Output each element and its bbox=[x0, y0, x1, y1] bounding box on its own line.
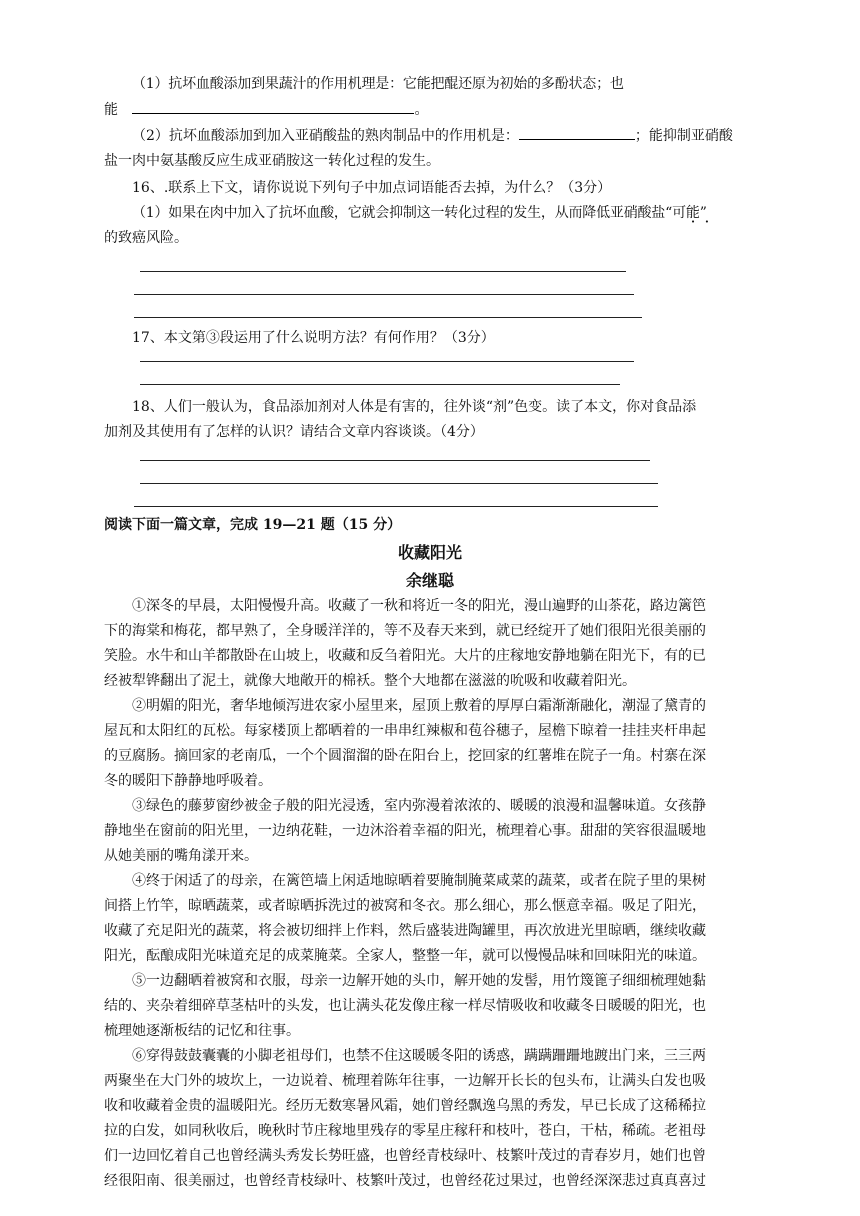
article-paragraph bbox=[104, 794, 756, 869]
article-paragraph bbox=[104, 969, 756, 1044]
paragraph-line: ⑥穿得鼓鼓囊囊的小脚老祖母们，也禁不住这暖暖冬阳的诱惑，蹒蹒跚跚地踱出门来，三三两 bbox=[132, 1048, 706, 1064]
paragraph-line: 经被犁铧翻出了泥土，就像大地敞开的棉袄。整个大地都在滋滋的吮吸和收藏着阳光。 bbox=[104, 673, 636, 689]
paragraph-line: 两聚坐在大门外的坡坎上，一边说着、梳理着陈年往事，一边解开长长的包头布，让满头白发也吸 bbox=[104, 1073, 706, 1089]
paragraph-line: 冬的暖阳下静静地呼吸着。 bbox=[104, 773, 272, 789]
q17-stem: 17、本文第③段运用了什么说明方法？有何作用？（3分） bbox=[132, 330, 495, 346]
answer-blank-q15-1[interactable] bbox=[132, 97, 414, 114]
paragraph-line: 结的、夹杂着细碎草茎枯叶的头发，也让满头花发像庄稼一样尽情吸收和收藏冬日暖暖的阳光，也 bbox=[104, 998, 706, 1014]
q16-quote-close: ” bbox=[699, 205, 707, 221]
answer-line-q16-3[interactable] bbox=[134, 317, 642, 318]
paragraph-line: 静地坐在窗前的阳光里，一边纳花鞋，一边沐浴着幸福的阳光，梳理着心事。甜甜的笑容很温暖地 bbox=[104, 823, 706, 839]
q15-item1-line2 bbox=[104, 97, 756, 123]
paragraph-line: ①深冬的早晨，太阳慢慢升高。收藏了一秋和将近一冬的阳光，漫山遍野的山茶花，路边篱笆 bbox=[132, 598, 706, 614]
q15-item1-end: 。 bbox=[414, 102, 429, 118]
q18-stem-line2: 加剂及其使用有了怎样的认识？请结合文章内容谈谈。（4分） bbox=[104, 424, 484, 440]
document-page bbox=[104, 72, 756, 1194]
paragraph-line: 拉的白发，如同秋收后，晚秋时节庄稼地里残存的零星庄稼秆和枝叶，苍白，干枯，稀疏。老祖母 bbox=[104, 1123, 706, 1139]
q15-item1-line1: （1）抗坏血酸添加到果蔬汁的作用机理是：它能把醌还原为初始的多酚状态；也 bbox=[132, 76, 624, 92]
q16-sentence-text: （1）如果在肉中加入了抗坏血酸，它就会抑制这一转化过程的发生，从而降低亚硝酸盐“ bbox=[132, 205, 673, 221]
article-author: 余继聪 bbox=[405, 571, 454, 590]
article-title: 收藏阳光 bbox=[397, 543, 462, 562]
article-paragraph bbox=[104, 594, 756, 694]
article-paragraph bbox=[104, 1044, 756, 1194]
paragraph-line: 的豆腐肠。摘回家的老南瓜，一个个圆溜溜的卧在阳台上，挖回家的红薯堆在院子一角。村寨在深 bbox=[104, 748, 706, 764]
q15-item1-prefix: 能 bbox=[104, 102, 118, 118]
dotted-char-1: 可 bbox=[672, 205, 686, 221]
dotted-char-2: 能 bbox=[685, 205, 700, 221]
q15-item2-line1 bbox=[104, 123, 756, 149]
paragraph-line: ②明媚的阳光，奢华地倾泻进农家小屋里来，屋顶上敷着的厚厚白霜渐渐融化，潮湿了黛青的 bbox=[132, 698, 706, 714]
paragraph-line: 收和收藏着金贵的温暖阳光。经历无数寒暑风霜，她们曾经飘逸乌黑的秀发，早已长成了这稀稀拉 bbox=[104, 1098, 706, 1114]
paragraph-line: 梳理她逐渐板结的记忆和往事。 bbox=[104, 1023, 300, 1039]
answer-line-q18-3[interactable] bbox=[134, 506, 658, 507]
article-body bbox=[104, 594, 756, 1194]
paragraph-line: 收藏了充足阳光的蔬菜，将会被切细拌上作料，然后盛装进陶罐里，再次放进光里晾晒，继续收藏 bbox=[104, 923, 706, 939]
q15-item2-text-a: （2）抗坏血酸添加到加入亚硝酸盐的熟肉制品中的作用机是： bbox=[132, 128, 519, 144]
paragraph-line: 们一边回忆着自己也曾经满头秀发长势旺盛，也曾经青枝绿叶、枝繁叶茂过的青春岁月，她们也曾 bbox=[104, 1148, 706, 1164]
paragraph-line: ③绿色的藤萝窗纱被金子般的阳光浸透，室内弥漫着浓浓的、暖暖的浪漫和温馨味道。女孩静 bbox=[132, 798, 706, 814]
q16-stem: 16、.联系上下文，请你说说下列句子中加点词语能否去掉，为什么？（3分） bbox=[132, 180, 612, 196]
q15-item2-text-b: ；能抑制亚硝酸 bbox=[634, 128, 733, 144]
q18-stem-line1: 18、人们一般认为，食品添加剂对人体是有害的，往外谈“剂”色变。读了本文，你对食品添 bbox=[132, 399, 697, 415]
reading-instruction: 阅读下面一篇文章，完成 19—21 题（15 分） bbox=[104, 517, 402, 533]
paragraph-line: 阳光，酝酿成阳光味道充足的成菜腌菜。全家人，整整一年，就可以慢慢品味和回味阳光的味道。 bbox=[104, 948, 706, 964]
q16-sentence-line2: 的致癌风险。 bbox=[104, 230, 188, 246]
answer-blank-q15-2[interactable] bbox=[519, 123, 635, 140]
paragraph-line: 经很阳南、很美丽过，也曾经青枝绿叶、枝繁叶茂过，也曾经花过果过，也曾经深深悲过真真喜过 bbox=[104, 1173, 706, 1189]
paragraph-line: 下的海棠和梅花，都早熟了，全身暖洋洋的，等不及春天来到，就已经绽开了她们很阳光很美丽的 bbox=[104, 623, 706, 639]
q15-item2-line2: 盐一肉中氨基酸反应生成亚硝胺这一转化过程的发生。 bbox=[104, 153, 440, 169]
q16-sentence-line1 bbox=[104, 201, 756, 226]
answer-line-q17-2[interactable] bbox=[140, 384, 620, 385]
article-paragraph bbox=[104, 869, 756, 969]
paragraph-line: 间搭上竹竿，晾晒蔬菜，或者晾晒拆洗过的被窝和冬衣。那么细心，那么惬意幸福。吸足了阳光， bbox=[104, 898, 706, 914]
article-paragraph bbox=[104, 694, 756, 794]
paragraph-line: 笑脸。水牛和山羊都散卧在山坡上，收藏和反刍着阳光。大片的庄稼地安静地躺在阳光下，有的已 bbox=[104, 648, 706, 664]
paragraph-line: 屋瓦和太阳红的瓦松。每家楼顶上都晒着的一串串红辣椒和苞谷穗子，屋檐下晾着一挂挂夹杆串起 bbox=[104, 723, 706, 739]
paragraph-line: ④终于闲适了的母亲，在篱笆墙上闲适地晾晒着要腌制腌菜咸菜的蔬菜，或者在院子里的果树 bbox=[132, 873, 706, 889]
paragraph-line: ⑤一边翻晒着被窝和衣服，母亲一边解开她的头巾，解开她的发髻，用竹篾篦子细细梳理她黏 bbox=[132, 973, 706, 989]
paragraph-line: 从她美丽的嘴角漾开来。 bbox=[104, 848, 258, 864]
